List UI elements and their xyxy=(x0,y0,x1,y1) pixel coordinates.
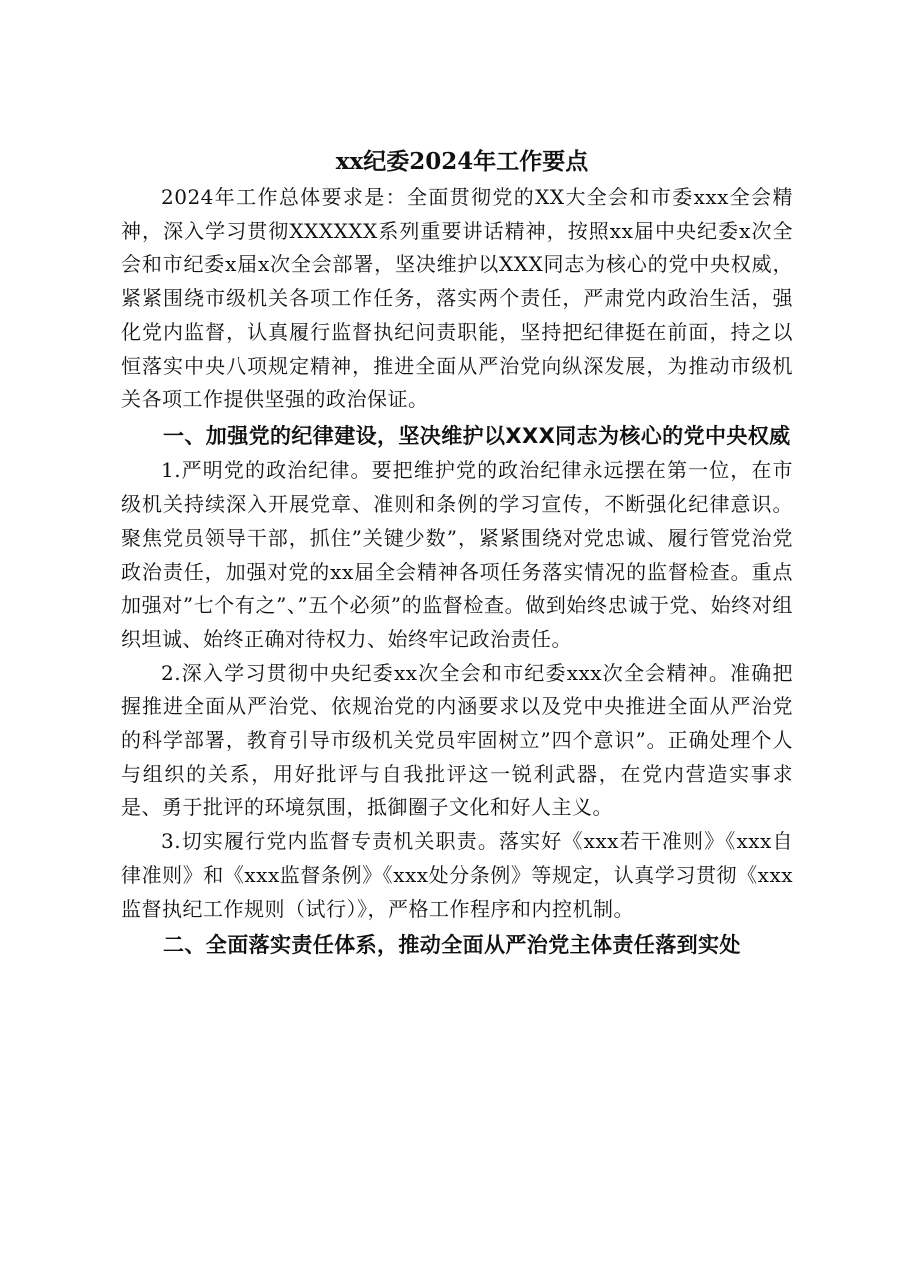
item-1-paragraph: 1.严明党的政治纪律。要把维护党的政治纪律永远摆在第一位，在市级机关持续深入开展党章、准则和条例的学习宣传，不断强化纪律意识。聚焦党员领导干部，抓住”关键少数”，紧紧围绕对党忠诚、履行管党治党政治责任，加强对党的xx届全会精神各项任务落实情况的监督检查。重点加强对”七个有之”、”五个必须”的监督检查。做到始终忠诚于党、始终对组织坦诚、始终正确对待权力、始终牢记政治责任。 xyxy=(121,458,793,651)
document-page xyxy=(121,143,793,964)
item-3-paragraph: 3.切实履行党内监督专责机关职责。落实好《xxx若干准则》《xxx自律准则》和《xxx监督条例》《xxx处分条例》等规定，认真学习贯彻《xxx监督执纪工作规则（试行）》，严格工作程序和内控机制。 xyxy=(121,829,793,921)
intro-paragraph: 2024年工作总体要求是：全面贯彻党的XX大全会和市委xxx全会精神，深入学习贯彻XXXXXX系列重要讲话精神，按照xx届中央纪委x次全会和市纪委x届x次全会部署，坚决维护以XXX同志为核心的党中央权威，紧紧围绕市级机关各项工作任务，落实两个责任，严肃党内政治生活，强化党内监督，认真履行监督执纪问责职能，坚持把纪律挺在前面，持之以恒落实中央八项规定精神，推进全面从严治党向纵深发展，为推动市级机关各项工作提供坚强的政治保证。 xyxy=(121,185,793,412)
section-1-heading: 一、加强党的纪律建设，坚决维护以XXX同志为核心的党中央权威 xyxy=(163,423,791,448)
item-2-paragraph: 2.深入学习贯彻中央纪委xx次全会和市纪委xxx次全会精神。准确把握推进全面从严治党、依规治党的内涵要求以及党中央推进全面从严治党的科学部署，教育引导市级机关党员牢固树立”四个意识”。正确处理个人与组织的关系，用好批评与自我批评这一锐利武器，在党内营造实事求是、勇于批评的环境氛围，抵御圈子文化和好人主义。 xyxy=(121,660,793,820)
document-title: xx纪委2024年工作要点 xyxy=(335,148,589,175)
section-2-heading: 二、全面落实责任体系，推动全面从严治党主体责任落到实处 xyxy=(163,933,741,958)
